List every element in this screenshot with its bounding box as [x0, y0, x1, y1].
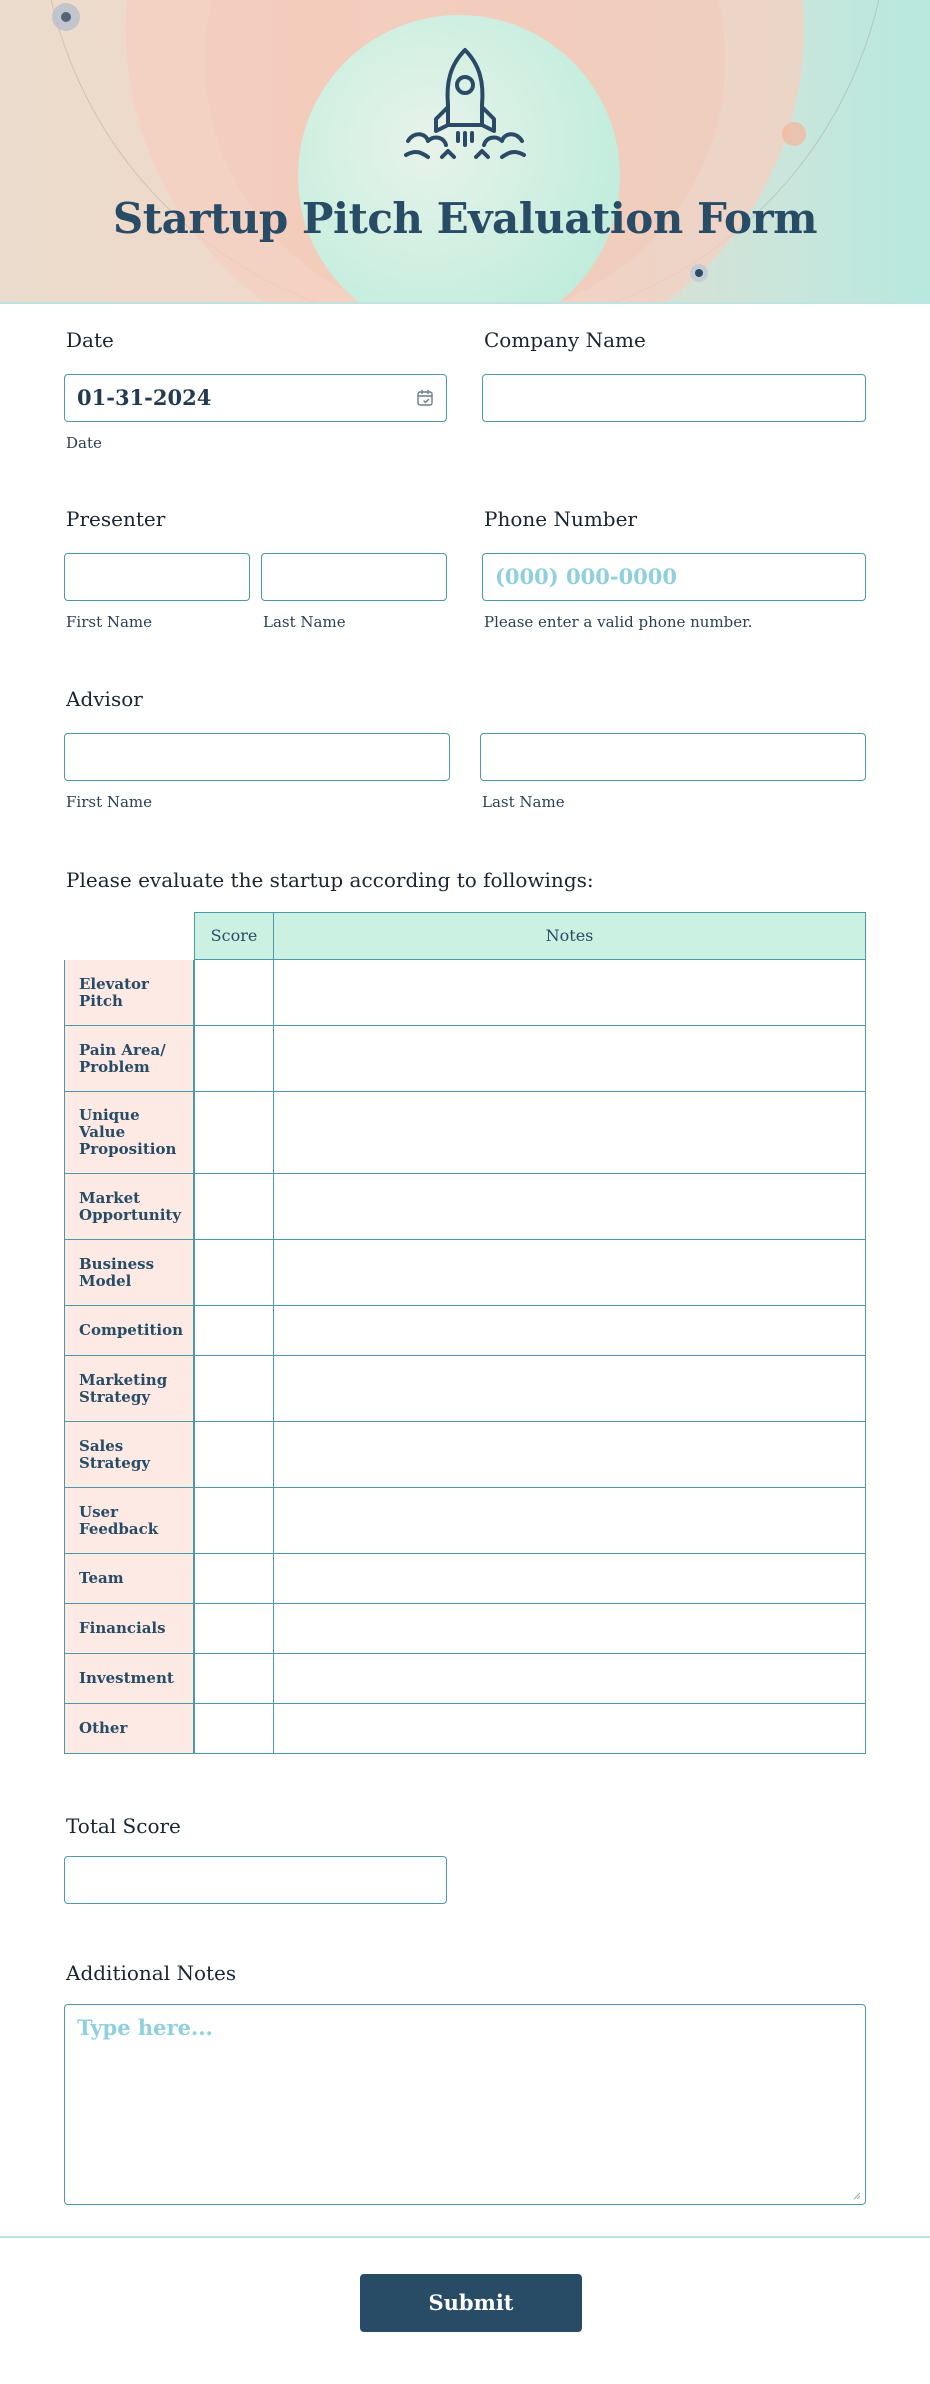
score-column-header: Score: [194, 912, 274, 960]
score-cell[interactable]: [194, 1488, 274, 1554]
criterion-label-line: Value: [79, 1123, 126, 1141]
criterion-label-line: Market: [79, 1188, 141, 1207]
table-row: [64, 1554, 866, 1604]
criterion-label: [64, 1704, 194, 1754]
criterion-label-line: Competition: [79, 1321, 184, 1339]
score-cell[interactable]: [194, 1604, 274, 1654]
notes-cell[interactable]: [273, 1704, 866, 1754]
additional-notes-textarea[interactable]: [64, 2004, 866, 2205]
criterion-label-line: Problem: [79, 1057, 150, 1076]
criterion-label-line: Elevator: [79, 974, 149, 993]
score-cell[interactable]: [194, 1554, 274, 1604]
table-row: [64, 1240, 866, 1306]
criterion-label-line: Pain Area/: [79, 1040, 166, 1059]
notes-cell[interactable]: [273, 1554, 866, 1604]
score-cell[interactable]: [194, 1240, 274, 1306]
table-row: [64, 1092, 866, 1174]
criterion-label: [64, 1306, 194, 1356]
criterion-label-line: User: [79, 1502, 118, 1521]
rocket-icon: [400, 45, 530, 175]
presenter-first-name-input[interactable]: [64, 553, 250, 601]
criterion-label-line: Feedback: [79, 1519, 159, 1538]
presenter-last-name-sublabel: Last Name: [263, 613, 346, 631]
phone-number-sublabel: Please enter a valid phone number.: [484, 613, 753, 631]
criterion-label-line: Business: [79, 1254, 155, 1273]
advisor-first-name-input[interactable]: [64, 733, 450, 781]
advisor-last-name-sublabel: Last Name: [482, 793, 565, 811]
score-cell[interactable]: [194, 1704, 274, 1754]
presenter-label: Presenter: [66, 507, 166, 531]
notes-cell[interactable]: [273, 1488, 866, 1554]
criterion-label-line: Opportunity: [79, 1205, 182, 1224]
score-cell[interactable]: [194, 960, 274, 1026]
criterion-label-line: Pitch: [79, 991, 123, 1010]
phone-number-label: Phone Number: [484, 507, 637, 531]
notes-cell[interactable]: [273, 1654, 866, 1704]
table-row: [64, 1306, 866, 1356]
submit-button[interactable]: Submit: [360, 2274, 582, 2332]
decorative-dot: [690, 264, 708, 282]
score-cell[interactable]: [194, 1356, 274, 1422]
criterion-label: [64, 1422, 194, 1488]
table-row: [64, 1604, 866, 1654]
criterion-label-line: Sales: [79, 1436, 124, 1455]
criterion-label: [64, 1026, 194, 1092]
score-cell[interactable]: [194, 1654, 274, 1704]
advisor-last-name-input[interactable]: [480, 733, 866, 781]
form-header: [0, 0, 930, 304]
criterion-label: [64, 1174, 194, 1240]
additional-notes-label: Additional Notes: [66, 1961, 237, 1985]
criterion-label-line: Investment: [79, 1669, 174, 1687]
company-name-label: Company Name: [484, 328, 646, 352]
date-input[interactable]: [64, 374, 447, 422]
notes-cell[interactable]: [273, 1422, 866, 1488]
criterion-label: [64, 1654, 194, 1704]
phone-number-input[interactable]: (000) 000-0000: [482, 553, 866, 601]
date-sublabel: Date: [66, 434, 102, 452]
presenter-first-name-sublabel: First Name: [66, 613, 153, 631]
criterion-label: [64, 1488, 194, 1554]
table-row: [64, 1356, 866, 1422]
score-cell[interactable]: [194, 1026, 274, 1092]
criterion-label: [64, 1554, 194, 1604]
footer-divider: [0, 2236, 930, 2238]
criterion-label-line: Unique: [79, 1106, 140, 1124]
criterion-label-line: Marketing: [79, 1370, 168, 1389]
score-cell[interactable]: [194, 1174, 274, 1240]
date-value: 01-31-2024: [77, 385, 212, 410]
criterion-label-line: Model: [79, 1271, 132, 1290]
company-name-input[interactable]: [482, 374, 866, 422]
decorative-dot: [52, 3, 80, 31]
criterion-label: [64, 1240, 194, 1306]
advisor-first-name-sublabel: First Name: [66, 793, 153, 811]
notes-cell[interactable]: [273, 1604, 866, 1654]
score-cell[interactable]: [194, 1422, 274, 1488]
criterion-label-line: Other: [79, 1719, 128, 1737]
table-row: [64, 1422, 866, 1488]
table-row: [64, 1026, 866, 1092]
table-row: [64, 960, 866, 1026]
notes-cell[interactable]: [273, 1356, 866, 1422]
notes-cell[interactable]: [273, 1174, 866, 1240]
criterion-label-line: Strategy: [79, 1453, 151, 1472]
criterion-label: [64, 1092, 194, 1174]
table-row: [64, 1654, 866, 1704]
criterion-label: [64, 1604, 194, 1654]
advisor-label: Advisor: [66, 687, 143, 711]
criterion-label-line: Strategy: [79, 1387, 151, 1406]
additional-notes-placeholder: Type here...: [77, 2015, 213, 2040]
evaluation-prompt: Please evaluate the startup according to followings:: [66, 868, 594, 892]
total-score-input[interactable]: [64, 1856, 447, 1904]
notes-cell[interactable]: [273, 1092, 866, 1174]
table-row: [64, 1704, 866, 1754]
notes-cell[interactable]: [273, 960, 866, 1026]
criterion-label-line: Financials: [79, 1619, 166, 1637]
notes-column-header: Notes: [273, 912, 866, 960]
criterion-label-line: Proposition: [79, 1140, 177, 1158]
criterion-label: [64, 1356, 194, 1422]
presenter-last-name-input[interactable]: [261, 553, 447, 601]
notes-cell[interactable]: [273, 1306, 866, 1356]
notes-cell[interactable]: [273, 1026, 866, 1092]
notes-cell[interactable]: [273, 1240, 866, 1306]
date-label: Date: [66, 328, 114, 352]
score-cell[interactable]: [194, 1306, 274, 1356]
score-cell[interactable]: [194, 1092, 274, 1174]
resize-grip-icon[interactable]: [851, 2190, 861, 2200]
calendar-icon[interactable]: [416, 389, 434, 407]
total-score-label: Total Score: [66, 1814, 181, 1838]
page-title: Startup Pitch Evaluation Form: [112, 194, 818, 243]
decorative-dot: [782, 122, 806, 146]
criterion-label-line: Team: [79, 1569, 124, 1587]
table-row: [64, 1174, 866, 1240]
criterion-label: [64, 960, 194, 1026]
table-row: [64, 1488, 866, 1554]
